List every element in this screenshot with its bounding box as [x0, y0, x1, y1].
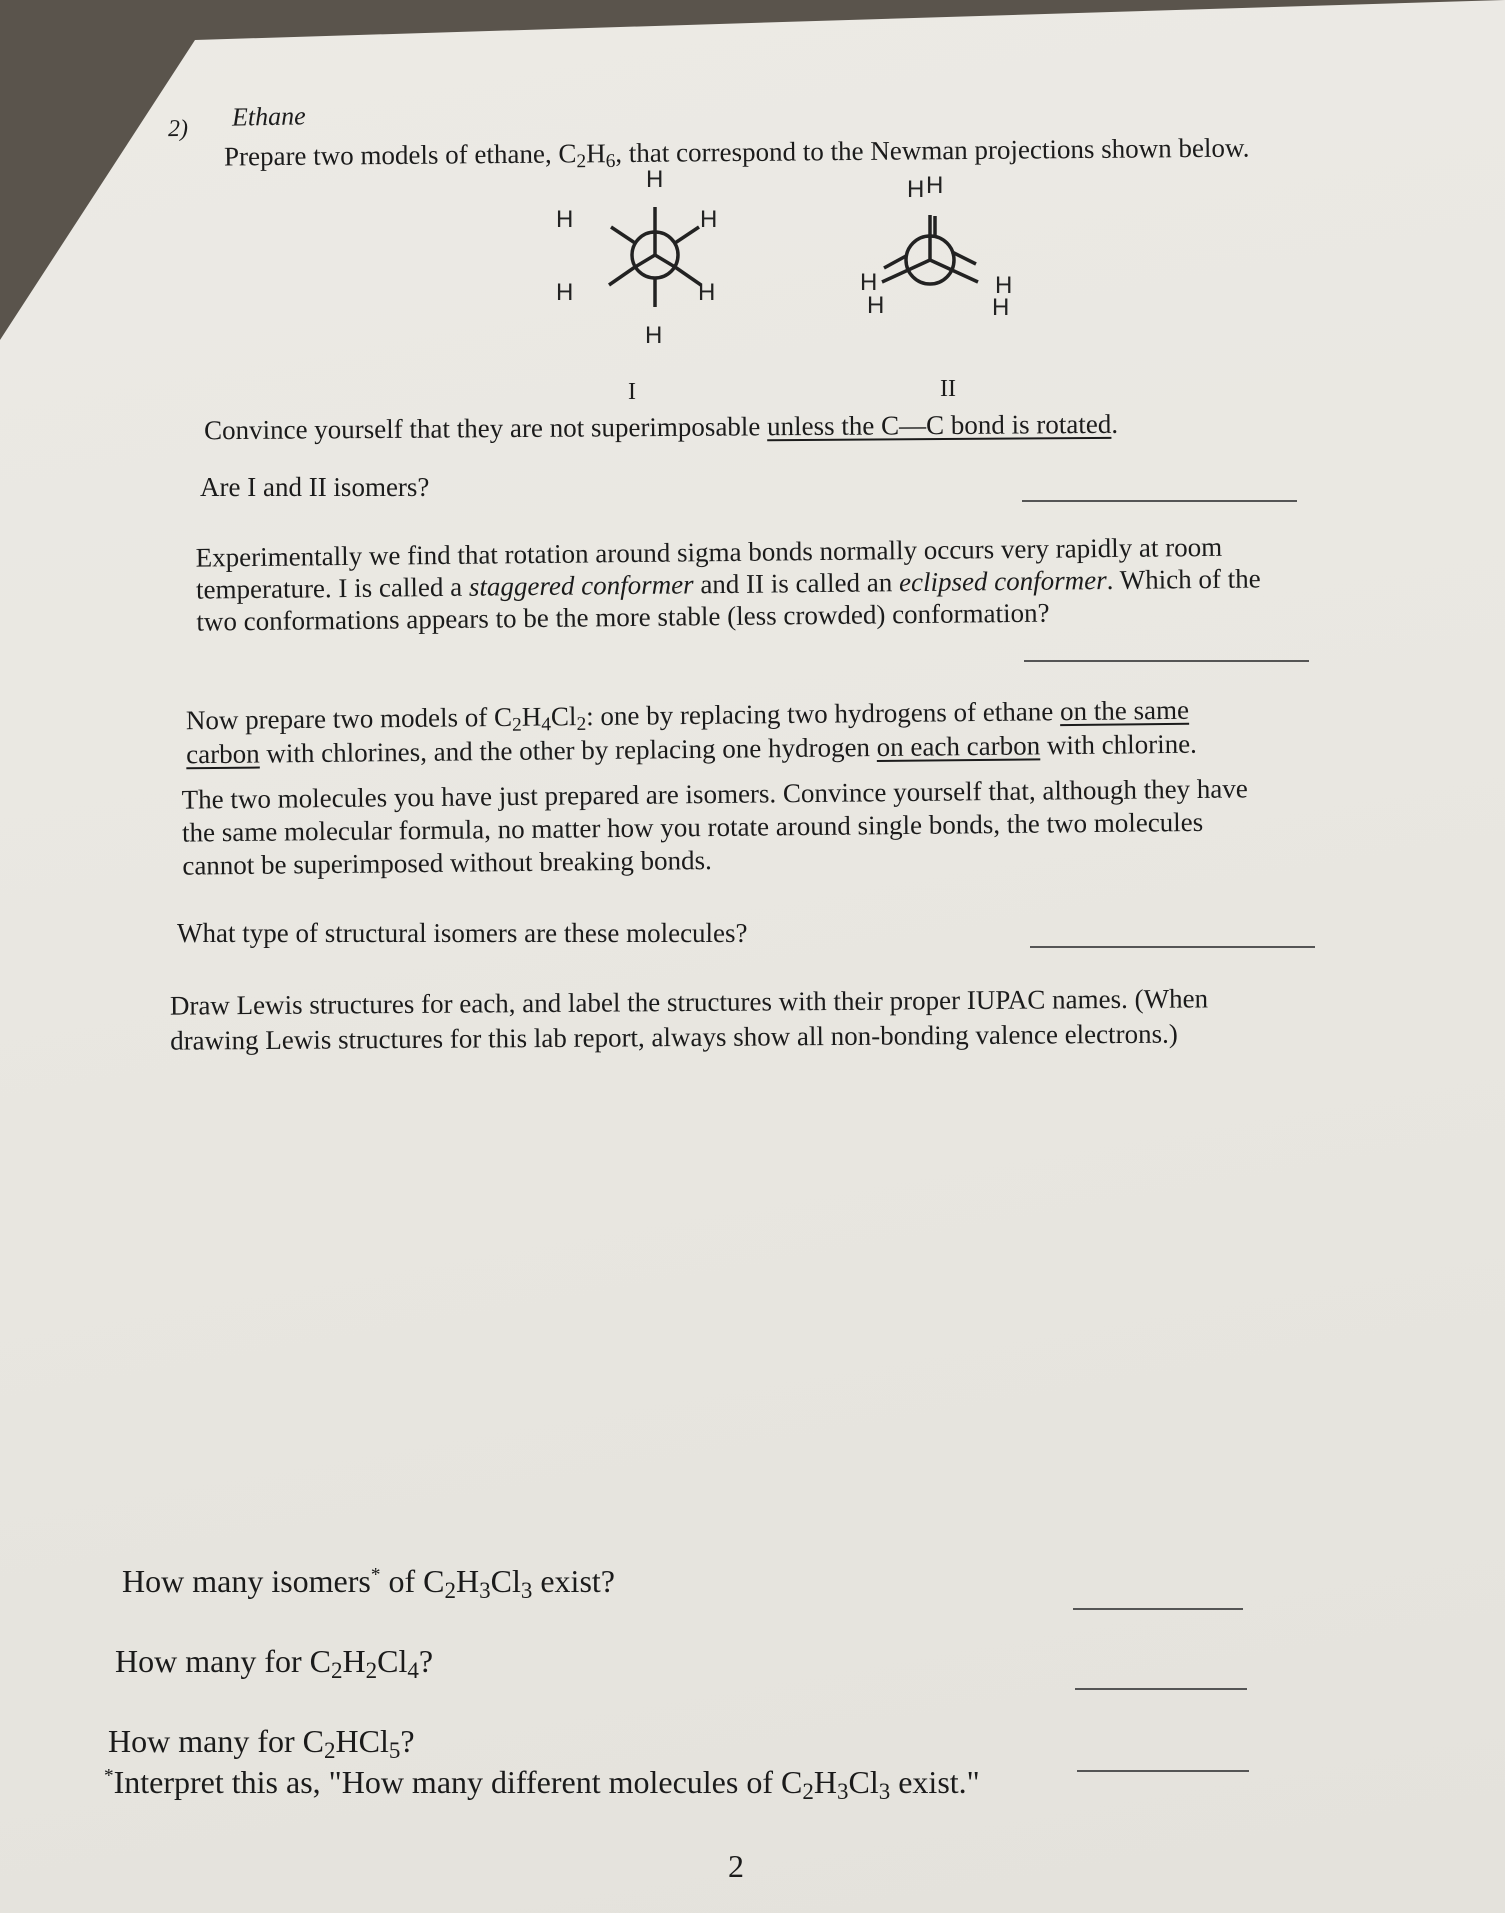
- staggered-h-bottom: H: [645, 322, 663, 349]
- staggered-h-upper-right: H: [700, 206, 718, 233]
- eclipsed-h-right-rear: H: [992, 294, 1010, 321]
- question-c2hcl5: How many for $C_2HCl_5$?: [108, 1723, 415, 1763]
- answer-line-c2hcl5[interactable]: [1077, 1770, 1249, 1772]
- eclipsed-projection: [882, 215, 978, 284]
- label-conformer-II: II: [940, 376, 956, 402]
- staggered-front-bond-left: [635, 255, 655, 267]
- staggered-front-bond-right: [655, 255, 675, 267]
- staggered-bond-lower-left: [609, 267, 635, 285]
- staggered-h-top: H: [646, 166, 664, 193]
- section-number: 2): [167, 115, 189, 143]
- eclipsed-rear-bond-left: [884, 256, 906, 268]
- staggered-projection: [609, 207, 701, 307]
- section-title: Ethane: [231, 101, 306, 132]
- question-c2h3cl3: How many isomers* of $C_2H_3Cl_3$ exist?: [122, 1563, 615, 1603]
- answer-line-isomer-type[interactable]: [1030, 946, 1315, 948]
- draw-lewis-instructions: Draw Lewis structures for each, and label the structures with their proper IUPAC names. (When drawing Lewis structures for this lab report, always show all non-bonding valence electrons.): [169, 983, 1209, 1056]
- eclipsed-h-left-rear: H: [867, 292, 885, 319]
- answer-line-are-isomers[interactable]: [1022, 500, 1297, 502]
- eclipsed-h-left-front: H: [860, 269, 878, 296]
- isomers-paragraph: The two molecules you have just prepared are isomers. Convince yourself that, although they have the same molecular formula, no matter how you rotate around single bonds, the two molecules cannot be superimposed without breaking bonds.: [181, 773, 1248, 881]
- question-isomer-type: What type of structural isomers are these molecules?: [177, 918, 748, 948]
- show-through-text: [95, 1168, 101, 1196]
- experiment-paragraph: Experimentally we find that rotation around sigma bonds normally occurs very rapidly at room temperature. I is called a staggered conformer and II is called an eclipsed conformer. Which of the two conformations appears to be the more stable (less crowded) conformation?: [195, 531, 1261, 637]
- question-are-isomers: Are I and II isomers?: [200, 472, 430, 502]
- staggered-rear-bond-upper-right: [675, 227, 699, 243]
- convince-sentence: Convince yourself that they are not superimposable unless the C—C bond is rotated.: [203, 408, 1119, 446]
- staggered-h-upper-left: H: [556, 206, 574, 233]
- answer-line-c2h2cl4[interactable]: [1075, 1688, 1247, 1690]
- footnote: *Interpret this as, "How many different molecules of $C_2H_3Cl_3$ exist.": [104, 1764, 980, 1804]
- staggered-rear-bond-upper-left: [611, 227, 635, 243]
- eclipsed-h-top-rear: H: [926, 172, 944, 199]
- now-prepare-paragraph: Now prepare two models of $C_2H_4Cl_2$: one by replacing two hydrogens of ethane on the same carbon with chlorines, and the other by replacing one hydrogen on each carbon with chlorine.: [185, 694, 1197, 770]
- label-conformer-I: I: [628, 379, 636, 405]
- staggered-h-lower-left: H: [556, 279, 574, 306]
- eclipsed-h-top-front: H: [907, 176, 925, 203]
- answer-line-c2h3cl3[interactable]: [1073, 1608, 1243, 1610]
- eclipsed-h-right-front: H: [995, 272, 1013, 299]
- newman-projections: [530, 165, 1050, 405]
- question-c2h2cl4: How many for $C_2H_2Cl_4$?: [115, 1643, 434, 1683]
- intro-sentence: Prepare two models of ethane, $C_2H_6$, that correspond to the Newman projections shown below.: [223, 132, 1250, 173]
- staggered-h-lower-right: H: [698, 279, 716, 306]
- answer-line-more-stable[interactable]: [1024, 660, 1309, 662]
- page-number: 2: [728, 1848, 744, 1884]
